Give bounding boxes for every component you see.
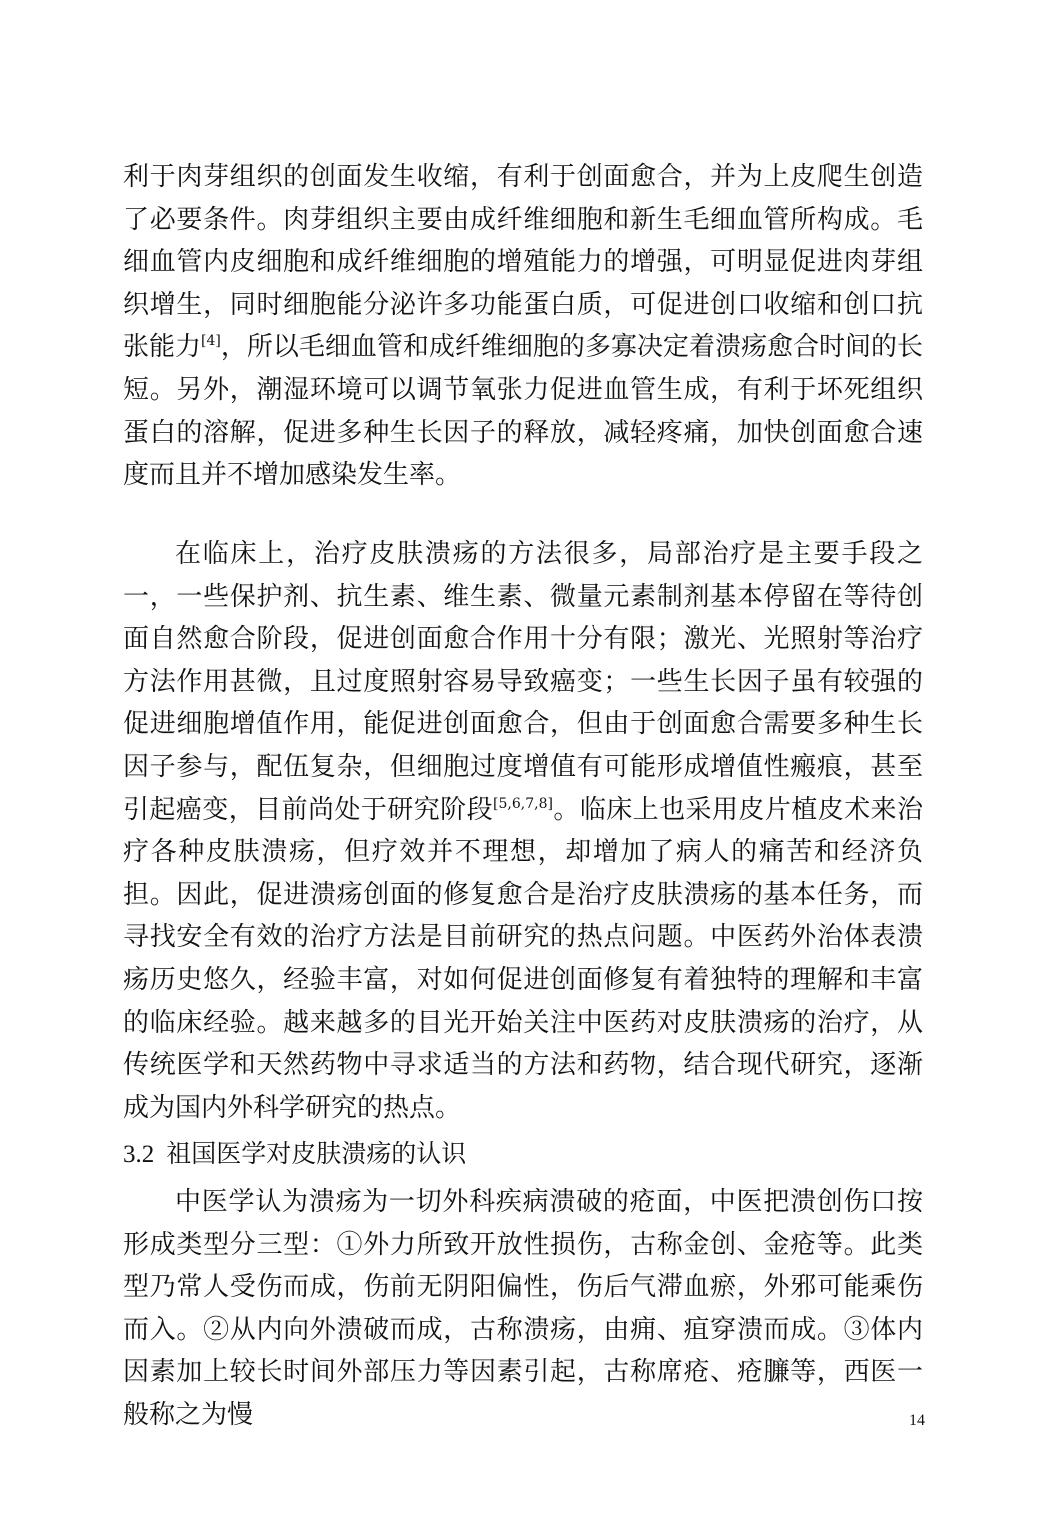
paragraph-tcm-classification xyxy=(123,1181,923,1437)
citation-ref: [5,6,7,8] xyxy=(493,795,553,812)
citation-ref: [4] xyxy=(201,333,221,350)
paragraph-text: 利于肉芽组织的创面发生收缩，有利于创面愈合，并为上皮爬生创造了必要条件。肉芽组织主要由成纤维细胞和新生毛细血管所构成。毛细血管内皮细胞和成纤维细胞的增殖能力的增强，可明显促进肉芽组织增生，同时细胞能分泌许多功能蛋白质，可促进创口收缩和创口抗张能力 xyxy=(123,162,923,363)
page-number: 14 xyxy=(909,1412,925,1429)
section-title: 祖国医学对皮肤溃疡的认识 xyxy=(166,1139,467,1168)
paragraph-text: 在临床上，治疗皮肤溃疡的方法很多，局部治疗是主要手段之一，一些保护剂、抗生素、维生素、微量元素制剂基本停留在等待创面自然愈合阶段，促进创面愈合作用十分有限；激光、光照射等治疗方法作用甚微，且过度照射容易导致癌变；一些生长因子虽有较强的促进细胞增值作用，能促进创面愈合，但由于创面愈合需要多种生长因子参与，配伍复杂，但细胞过度增值有可能形成增值性瘢痕，甚至引起癌变，目前尚处于研究阶段 xyxy=(123,539,923,825)
paragraph-text: 。临床上也采用皮片植皮术来治疗各种皮肤溃疡，但疗效并不理想，却增加了病人的痛苦和经济负担。因此，促进溃疡创面的修复愈合是治疗皮肤溃疡的基本任务，而寻找安全有效的治疗方法是目前研究的热点问题。中医药外治体表溃疡历史悠久，经验丰富，对如何促进创面修复有着独特的理解和丰富的临床经验。越来越多的目光开始关注中医药对皮肤溃疡的治疗，从传统医学和天然药物中寻求适当的方法和药物，结合现代研究，逐渐成为国内外科学研究的热点。 xyxy=(123,794,923,1123)
paragraph-text: ，所以毛细血管和成纤维细胞的多寡决定着溃疡愈合时间的长短。另外，潮湿环境可以调节氧张力促进血管生成，有利于坏死组织蛋白的溶解，促进多种生长因子的释放，减轻疼痛，加快创面愈合速度而且并不增加感染发生率。 xyxy=(123,332,923,491)
section-number: 3.2 xyxy=(123,1141,155,1168)
paragraph-wound-healing-mechanism xyxy=(123,156,923,497)
paragraph-clinical-treatment xyxy=(123,533,923,1129)
section-heading xyxy=(123,1134,466,1175)
paragraph-text: 中医学认为溃疡为一切外科疾病溃破的疮面，中医把溃创伤口按形成类型分三型：①外力所致开放性损伤，古称金创、金疮等。此类型乃常人受伤而成，伤前无阴阳偏性，伤后气滞血瘀，外邪可能乘伤而入。②从内向外溃破而成，古称溃疡，由痈、疽穿溃而成。③体内因素加上较长时间外部压力等因素引起，古称席疮、疮臁等，西医一般称之为慢 xyxy=(123,1187,923,1430)
